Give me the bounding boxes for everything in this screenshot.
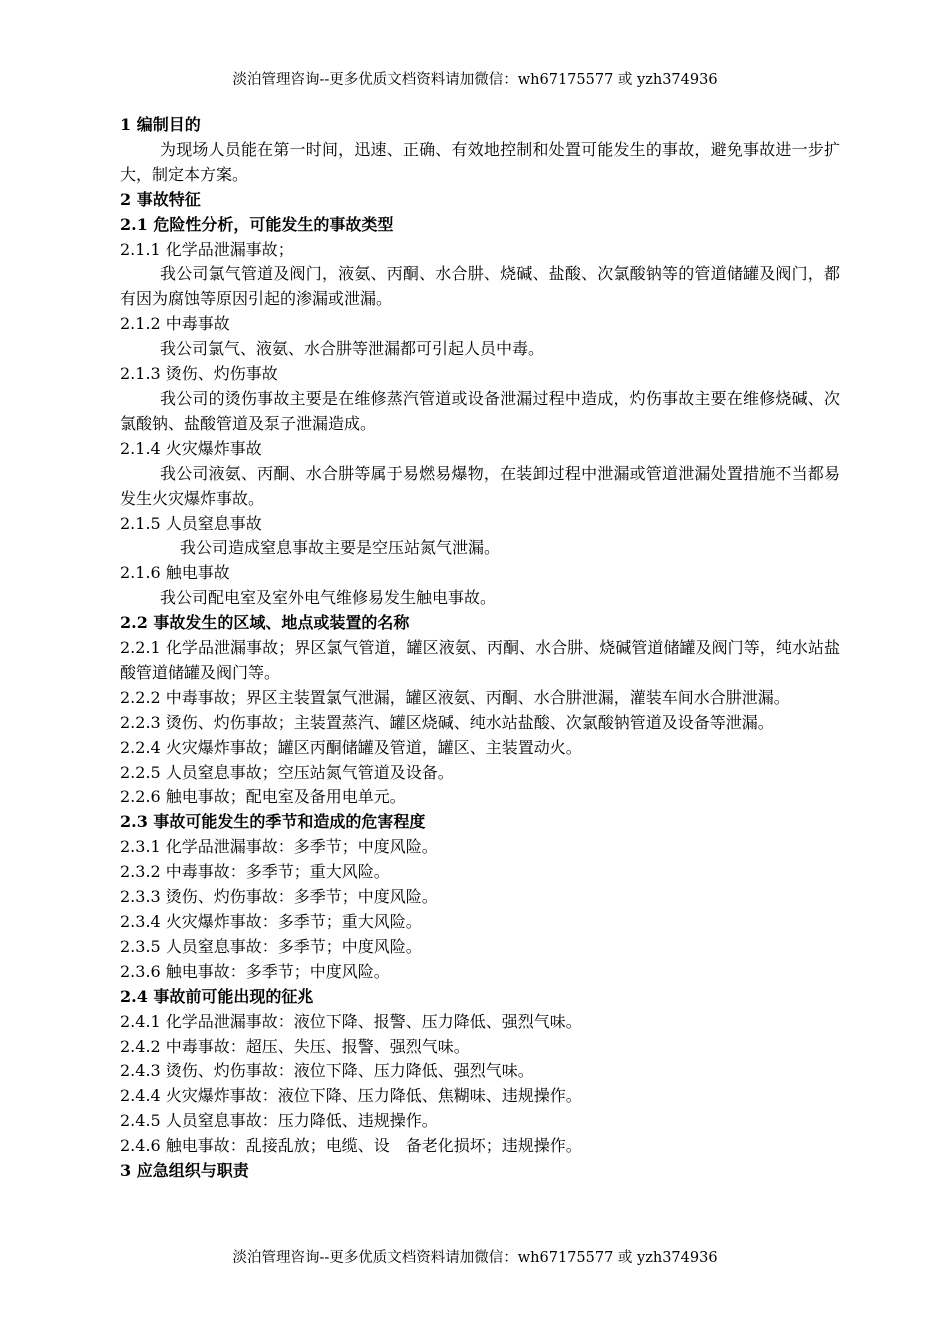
page-header: 淡泊管理咨询--更多优质文档资料请加微信：wh67175577 或 yzh374936 [232,72,718,88]
text-line: 2.1.6 触电事故 [120,563,230,583]
text-line: 2.4.4 火灾爆炸事故：液位下降、压力降低、焦糊味、违规操作。 [120,1086,582,1106]
text-line: 2.3.4 火灾爆炸事故：多季节；重大风险。 [120,912,422,931]
text-line: 我公司的烫伤事故主要是在维修蒸汽管道或设备泄漏过程中造成，灼伤事故主要在维修烧碱、次氯酸钠、盐酸管道及泵子泄漏造成。 [120,388,840,433]
text-line: 2.2.4 火灾爆炸事故；罐区丙酮储罐及管道，罐区、主装置动火。 [120,737,582,757]
text-line: 2.3.2 中毒事故：多季节；重大风险。 [120,862,390,882]
text-line: 2.4.5 人员窒息事故：压力降低、违规操作。 [120,1111,438,1131]
text-line: 2.2.1 化学品泄漏事故；界区氯气管道，罐区液氨、丙酮、水合肼、烧碱管道储罐及阀门等，纯水站盐酸管道储罐及阀门等。 [120,638,840,682]
text-line: 我公司氯气管道及阀门，液氨、丙酮、水合肼、烧碱、盐酸、次氯酸钠等的管道储罐及阀门，都有因为腐蚀等原因引起的渗漏或泄漏。 [120,264,840,309]
text-line: 2.4.3 烫伤、灼伤事故：液位下降、压力降低、强烈气味。 [120,1061,534,1081]
text-line: 2.3.5 人员窒息事故：多季节；中度风险。 [120,936,422,956]
text-line: 2.4.6 触电事故：乱接乱放；电缆、设 备老化损坏；违规操作。 [120,1136,582,1156]
text-line: 2.1.2 中毒事故 [120,314,230,334]
text-line: 2.3.1 化学品泄漏事故：多季节；中度风险。 [120,837,438,857]
text-line: 2.2.5 人员窒息事故；空压站氮气管道及设备。 [120,762,454,782]
text-line: 我公司氯气、液氨、水合肼等泄漏都可引起人员中毒。 [160,339,545,359]
text-line: 2.2.6 触电事故；配电室及备用电单元。 [120,787,406,807]
text-line: 2.4.1 化学品泄漏事故：液位下降、报警、压力降低、强烈气味。 [120,1011,582,1031]
text-line: 2.1.3 烫伤、灼伤事故 [120,364,278,384]
section-heading: 2.3 事故可能发生的季节和造成的危害程度 [120,812,426,832]
text-line: 2.2.3 烫伤、灼伤事故；主装置蒸汽、罐区烧碱、纯水站盐酸、次氯酸钠管道及设备等泄漏。 [120,712,774,732]
text-line: 2.1.1 化学品泄漏事故； [120,239,294,259]
document-body [120,113,840,1184]
section-heading: 2.4 事故前可能出现的征兆 [120,986,314,1006]
text-line: 2.2.2 中毒事故；界区主装置氯气泄漏，罐区液氨、丙酮、水合肼泄漏，灌装车间水合肼泄漏。 [120,687,790,707]
text-line: 2.4.2 中毒事故：超压、失压、报警、强烈气味。 [120,1036,470,1056]
text-line: 2.3.3 烫伤、灼伤事故：多季节；中度风险。 [120,887,438,907]
text-line: 2.3.6 触电事故：多季节；中度风险。 [120,961,390,981]
text-line: 为现场人员能在第一时间，迅速、正确、有效地控制和处置可能发生的事故，避免事故进一步扩大，制定本方案。 [120,139,840,184]
section-heading: 2.2 事故发生的区域、地点或装置的名称 [120,613,410,633]
section-heading: 3 应急组织与职责 [120,1161,249,1181]
text-line: 我公司液氨、丙酮、水合肼等属于易燃易爆物，在装卸过程中泄漏或管道泄漏处置措施不当都易发生火灾爆炸事故。 [120,463,840,508]
text-line: 我公司配电室及室外电气维修易发生触电事故。 [160,588,497,608]
page-footer: 淡泊管理咨询--更多优质文档资料请加微信：wh67175577 或 yzh374936 [232,1250,718,1266]
section-heading: 2 事故特征 [120,189,201,209]
text-line: 我公司造成窒息事故主要是空压站氮气泄漏。 [180,538,501,558]
text-line: 2.1.4 火灾爆炸事故 [120,438,262,458]
text-line: 2.1.5 人员窒息事故 [120,513,262,533]
section-heading: 2.1 危险性分析，可能发生的事故类型 [120,214,394,234]
section-heading: 1 编制目的 [120,115,201,134]
